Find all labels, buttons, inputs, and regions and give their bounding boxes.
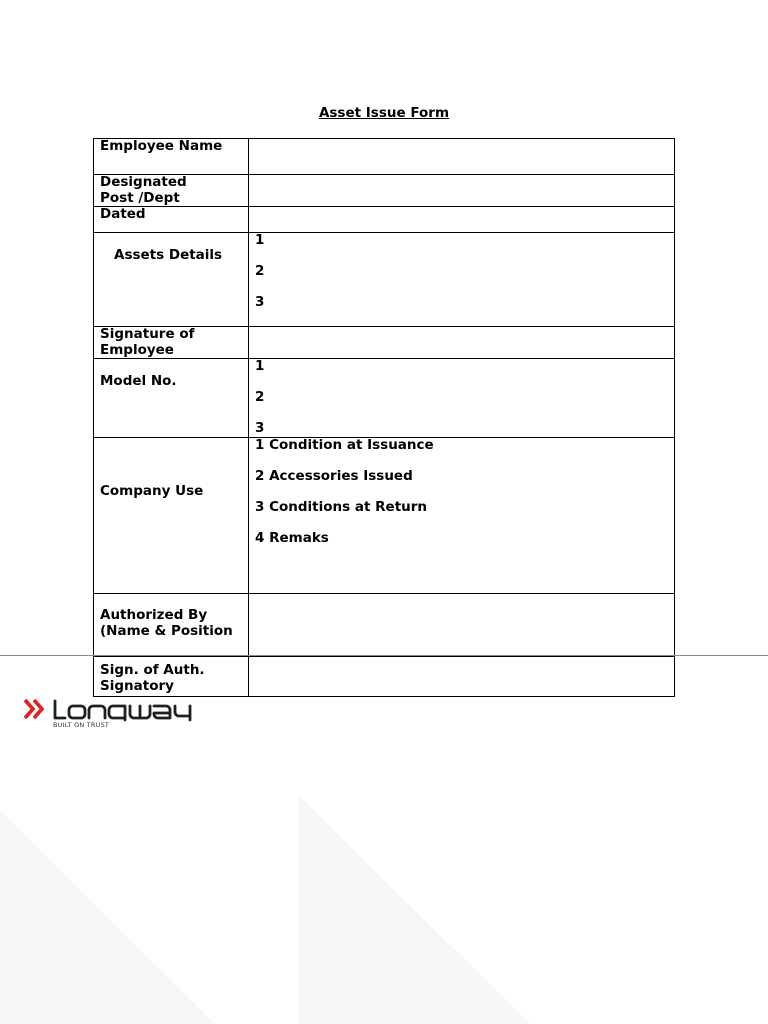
signature-label bbox=[94, 327, 249, 359]
assets-item-3: 3 bbox=[255, 294, 265, 310]
company-use-item-4: 4 Remaks bbox=[255, 530, 329, 546]
row-auth-sign bbox=[94, 657, 675, 697]
auth-sign-label-line2: Signatory bbox=[100, 677, 174, 694]
assets-item-2: 2 bbox=[255, 263, 265, 279]
row-company-use bbox=[94, 438, 675, 594]
auth-sign-label-line1: Sign. of Auth. bbox=[100, 662, 205, 678]
company-use-item-2: 2 Accessories Issued bbox=[255, 468, 413, 484]
signature-label-line1: Signature of bbox=[100, 326, 195, 342]
dated-label: Dated bbox=[94, 207, 249, 233]
authorized-by-label-line1: Authorized By bbox=[100, 607, 208, 623]
asset-issue-table bbox=[93, 138, 675, 697]
employee-name-field[interactable] bbox=[249, 139, 675, 175]
auth-sign-label bbox=[94, 657, 249, 697]
company-use-field[interactable] bbox=[249, 438, 675, 594]
assets-item-1: 1 bbox=[255, 232, 265, 248]
authorized-by-field[interactable] bbox=[249, 594, 675, 657]
longway-logo-mark bbox=[24, 697, 204, 723]
company-use-label: Company Use bbox=[94, 438, 249, 594]
row-designation bbox=[94, 175, 675, 207]
row-dated bbox=[94, 207, 675, 233]
longway-logo bbox=[24, 697, 204, 733]
model-item-3: 3 bbox=[255, 420, 265, 436]
model-item-2: 2 bbox=[255, 389, 265, 405]
authorized-by-label bbox=[94, 594, 249, 657]
company-use-item-3: 3 Conditions at Return bbox=[255, 499, 428, 515]
model-item-1: 1 bbox=[255, 358, 265, 374]
row-model bbox=[94, 359, 675, 438]
signature-field[interactable] bbox=[249, 327, 675, 359]
dated-field[interactable] bbox=[249, 207, 675, 233]
logo-tagline: BUILT ON TRUST bbox=[53, 721, 110, 729]
authorized-by-label-line2: (Name & Position bbox=[100, 622, 233, 639]
company-use-item-1: 1 Condition at Issuance bbox=[255, 437, 434, 453]
designation-label bbox=[94, 175, 249, 207]
designation-label-line2: Post /Dept bbox=[100, 189, 180, 206]
model-label: Model No. bbox=[94, 359, 249, 438]
assets-field[interactable] bbox=[249, 233, 675, 327]
auth-sign-field[interactable] bbox=[249, 657, 675, 697]
row-authorized-by bbox=[94, 594, 675, 657]
form-title: Asset Issue Form bbox=[318, 105, 450, 121]
assets-label: Assets Details bbox=[94, 233, 249, 327]
designation-field[interactable] bbox=[249, 175, 675, 207]
employee-name-label: Employee Name bbox=[94, 139, 249, 175]
signature-label-line2: Employee bbox=[100, 341, 174, 358]
model-field[interactable] bbox=[249, 359, 675, 438]
row-assets bbox=[94, 233, 675, 327]
footer-divider bbox=[0, 655, 768, 656]
row-signature bbox=[94, 327, 675, 359]
row-employee-name bbox=[94, 139, 675, 175]
designation-label-line1: Designated bbox=[100, 174, 187, 190]
